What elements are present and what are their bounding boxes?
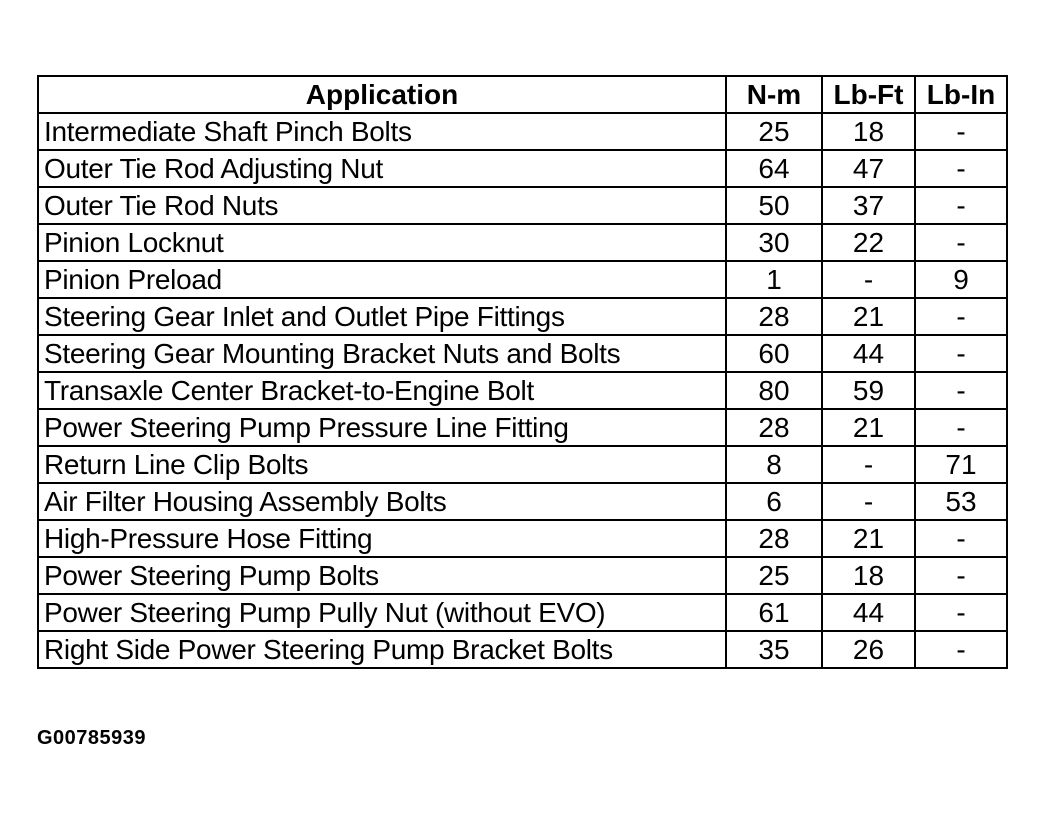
table-row [38,557,1007,594]
cell-lbft: - [822,261,915,298]
table-row [38,520,1007,557]
cell-nm: 50 [726,187,822,224]
cell-application: Return Line Clip Bolts [38,446,726,483]
cell-nm: 8 [726,446,822,483]
cell-application: Right Side Power Steering Pump Bracket Bolts [38,631,726,668]
table-body [38,113,1007,668]
table-row [38,372,1007,409]
cell-lbft: - [822,446,915,483]
cell-application: Power Steering Pump Pressure Line Fitting [38,409,726,446]
cell-lbin: - [915,224,1007,261]
cell-application: Intermediate Shaft Pinch Bolts [38,113,726,150]
cell-lbft: 44 [822,594,915,631]
cell-application: High-Pressure Hose Fitting [38,520,726,557]
cell-lbft: 26 [822,631,915,668]
header-lbin: Lb-In [915,76,1007,113]
table-row [38,298,1007,335]
table-row [38,113,1007,150]
table-row [38,446,1007,483]
table-row [38,483,1007,520]
table-row [38,187,1007,224]
cell-lbft: 21 [822,409,915,446]
cell-lbin: - [915,113,1007,150]
cell-nm: 61 [726,594,822,631]
cell-lbin: - [915,631,1007,668]
cell-lbft: - [822,483,915,520]
cell-lbft: 21 [822,520,915,557]
header-application: Application [38,76,726,113]
cell-application: Transaxle Center Bracket-to-Engine Bolt [38,372,726,409]
cell-application: Steering Gear Inlet and Outlet Pipe Fittings [38,298,726,335]
cell-lbft: 59 [822,372,915,409]
cell-application: Outer Tie Rod Adjusting Nut [38,150,726,187]
cell-nm: 1 [726,261,822,298]
cell-nm: 60 [726,335,822,372]
cell-lbin: - [915,520,1007,557]
table-row [38,594,1007,631]
figure-id: G00785939 [37,727,147,749]
cell-lbft: 44 [822,335,915,372]
header-lbft: Lb-Ft [822,76,915,113]
cell-lbin: - [915,557,1007,594]
cell-application: Outer Tie Rod Nuts [38,187,726,224]
cell-lbin: - [915,372,1007,409]
cell-lbft: 47 [822,150,915,187]
cell-lbin: - [915,298,1007,335]
cell-nm: 28 [726,520,822,557]
cell-nm: 25 [726,113,822,150]
cell-application: Power Steering Pump Bolts [38,557,726,594]
cell-nm: 28 [726,298,822,335]
header-row [38,76,1007,113]
cell-lbin: - [915,150,1007,187]
cell-application: Power Steering Pump Pully Nut (without EVO) [38,594,726,631]
table-row [38,335,1007,372]
table-row [38,261,1007,298]
cell-lbin: 53 [915,483,1007,520]
table-header [38,76,1007,113]
cell-lbft: 21 [822,298,915,335]
cell-application: Pinion Preload [38,261,726,298]
cell-nm: 28 [726,409,822,446]
cell-lbft: 22 [822,224,915,261]
cell-nm: 64 [726,150,822,187]
cell-lbft: 18 [822,557,915,594]
cell-lbin: - [915,335,1007,372]
cell-lbft: 37 [822,187,915,224]
cell-nm: 25 [726,557,822,594]
table-row [38,150,1007,187]
cell-lbft: 18 [822,113,915,150]
table-row [38,631,1007,668]
cell-nm: 80 [726,372,822,409]
cell-application: Air Filter Housing Assembly Bolts [38,483,726,520]
table-row [38,224,1007,261]
cell-nm: 35 [726,631,822,668]
cell-application: Pinion Locknut [38,224,726,261]
cell-lbin: - [915,409,1007,446]
cell-lbin: 71 [915,446,1007,483]
cell-nm: 30 [726,224,822,261]
header-nm: N-m [726,76,822,113]
torque-spec-table [37,75,1008,669]
cell-lbin: - [915,187,1007,224]
cell-nm: 6 [726,483,822,520]
cell-lbin: 9 [915,261,1007,298]
table-row [38,409,1007,446]
cell-lbin: - [915,594,1007,631]
cell-application: Steering Gear Mounting Bracket Nuts and Bolts [38,335,726,372]
